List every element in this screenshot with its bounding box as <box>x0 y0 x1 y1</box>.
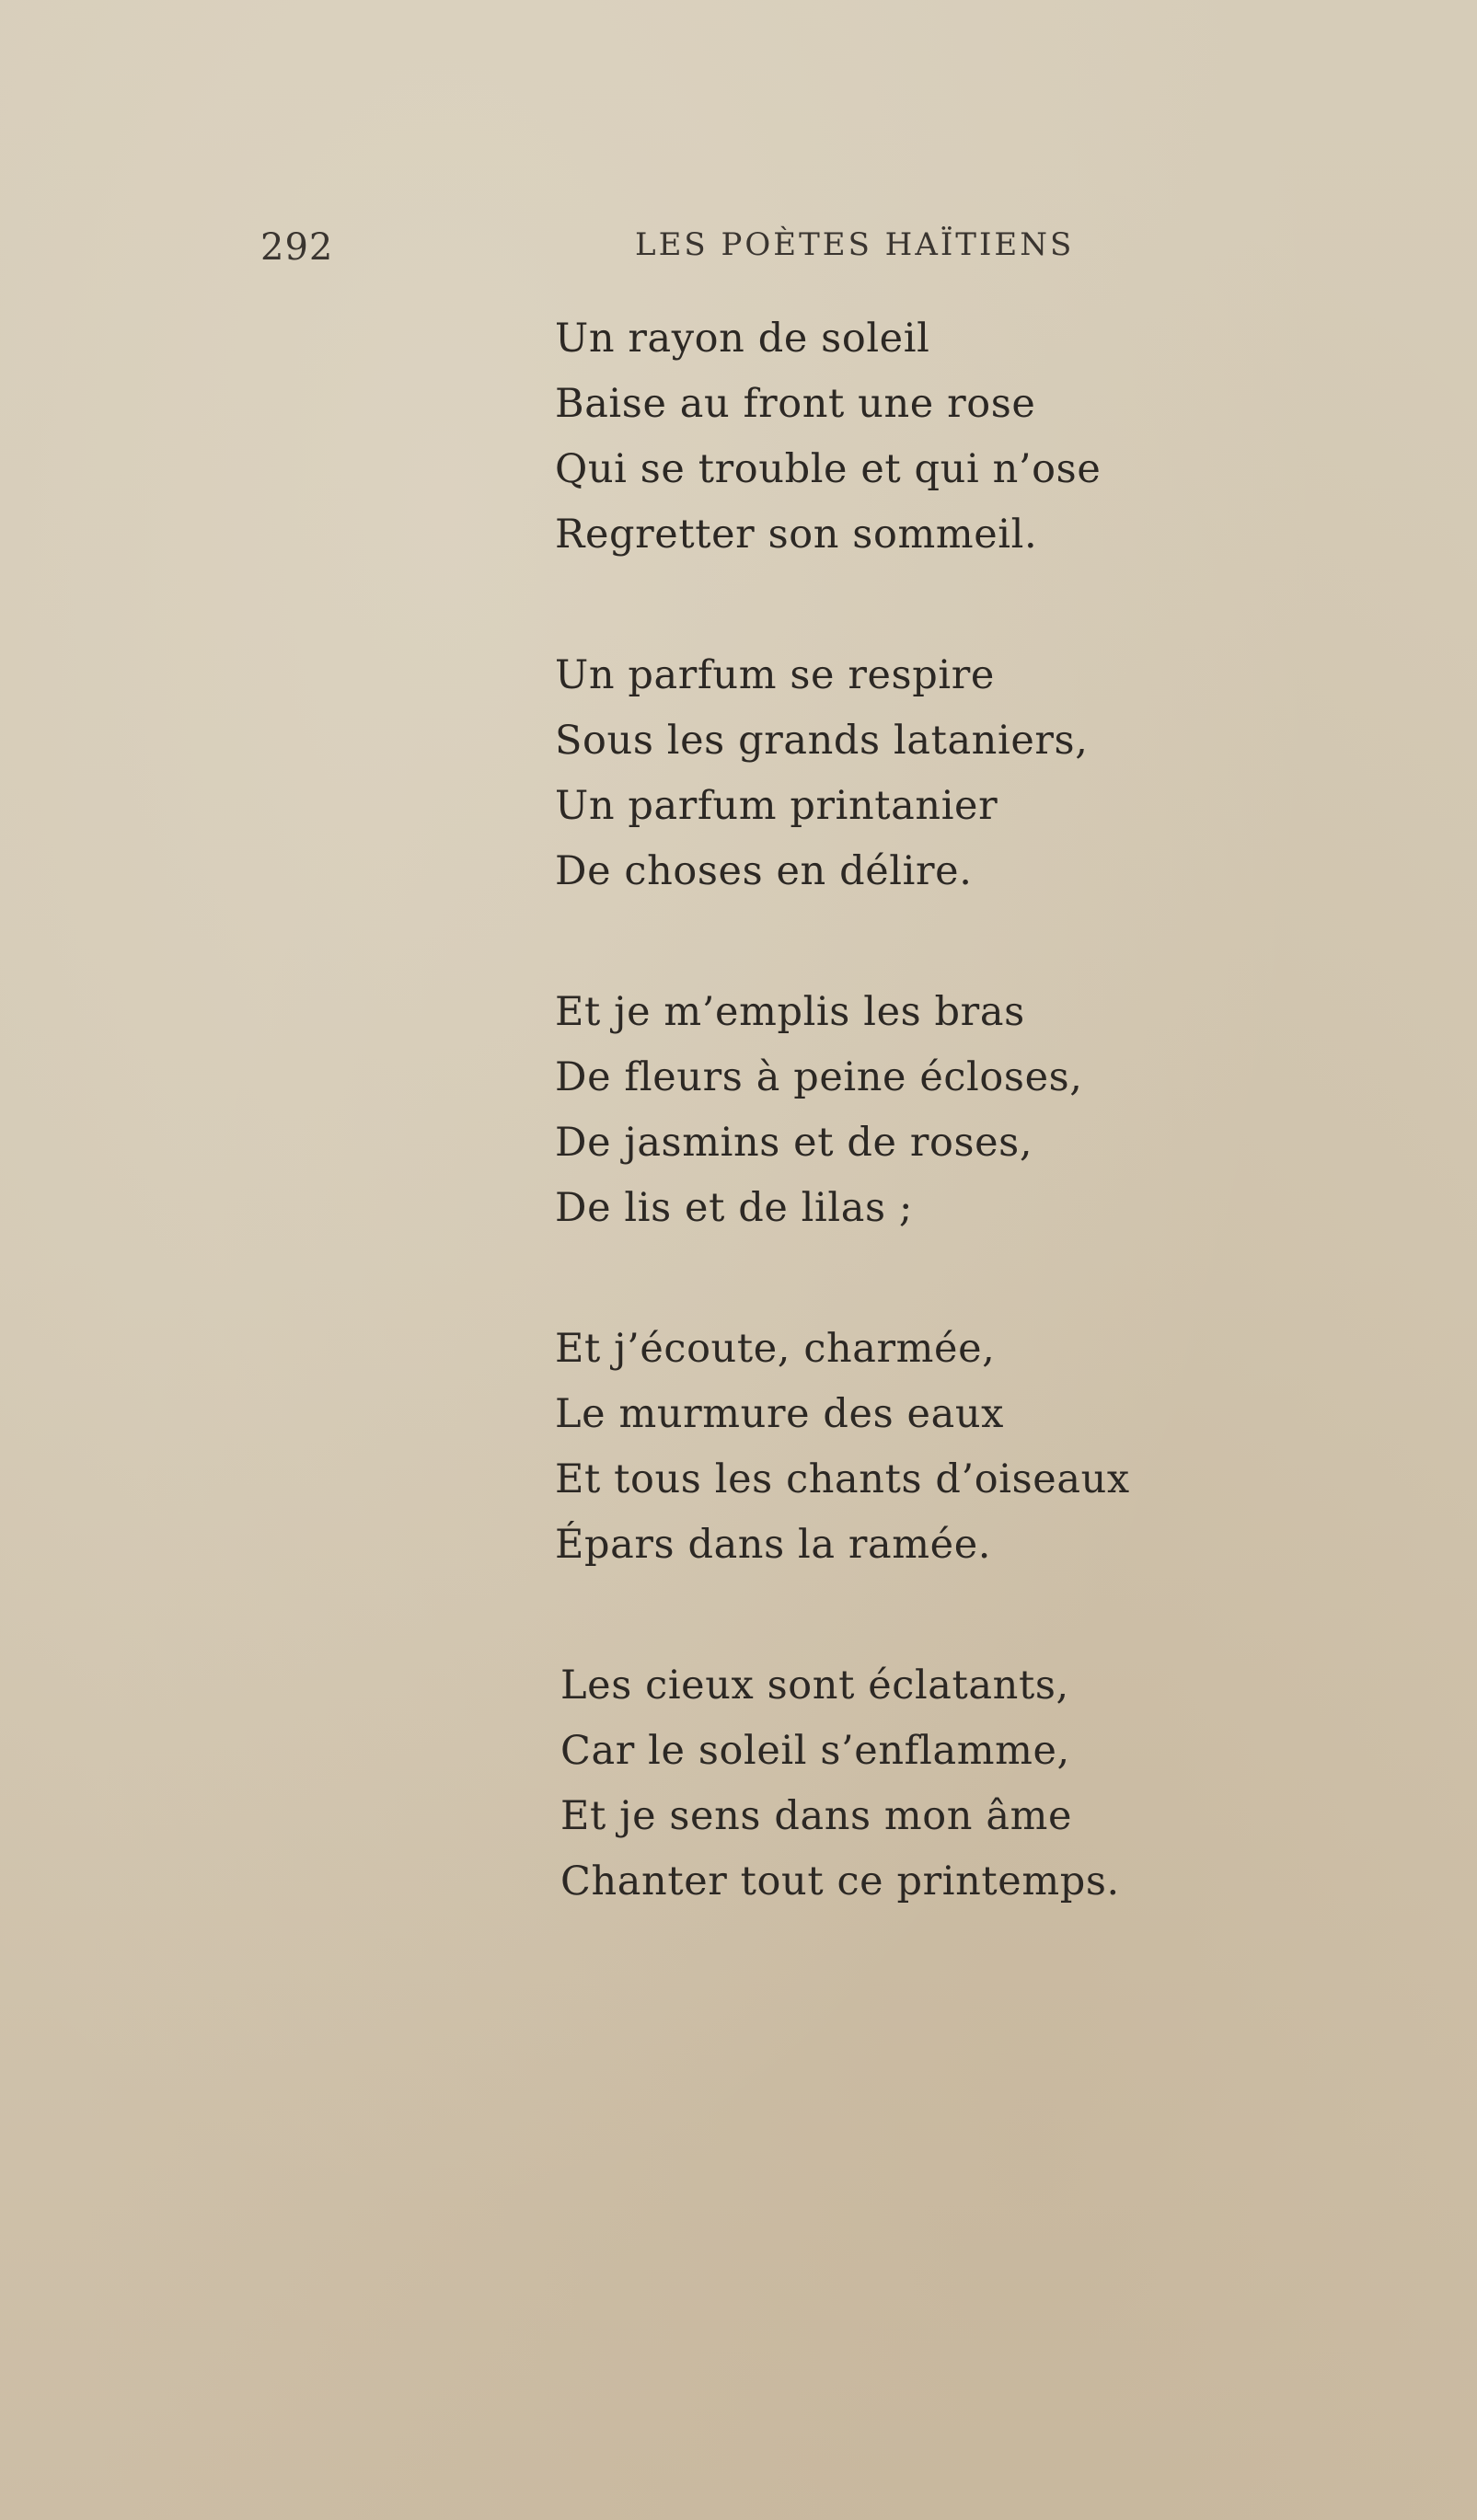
poem-line: Le murmure des eaux <box>555 1391 1004 1437</box>
page-number: 292 <box>260 226 334 269</box>
running-title: LES POÈTES HAÏTIENS <box>635 226 1075 263</box>
poem-line: Un rayon de soleil <box>555 316 930 362</box>
poem-line: De choses en délire. <box>555 848 973 894</box>
poem-line: De lis et de lilas ; <box>555 1185 913 1231</box>
poem-line: Et tous les chants d’oiseaux <box>555 1456 1130 1502</box>
poem-line: Un parfum printanier <box>555 783 998 829</box>
poem-line: Sous les grands lataniers, <box>555 718 1089 764</box>
poem-line: Et je sens dans mon âme <box>560 1793 1073 1839</box>
poem-line: Car le soleil s’enflamme, <box>560 1728 1070 1774</box>
poem-line: De fleurs à peine écloses, <box>555 1054 1083 1100</box>
stanza-4 <box>555 1317 1254 1578</box>
poem-line: Chanter tout ce printemps. <box>560 1858 1120 1904</box>
poem-line: Les cieux sont éclatants, <box>560 1663 1069 1709</box>
stanza-5 <box>560 1653 1254 1915</box>
stanza-1 <box>555 306 1254 568</box>
poem-line: Et je m’emplis les bras <box>555 989 1025 1035</box>
stanza-3 <box>555 980 1254 1241</box>
poem-line: Un parfum se respire <box>555 652 995 698</box>
poem-line: Et j’écoute, charmée, <box>555 1326 996 1372</box>
stanza-2 <box>555 643 1254 904</box>
poem-line: Regretter son sommeil. <box>555 512 1038 558</box>
poem <box>555 306 1254 1915</box>
poem-line: Épars dans la ramée. <box>555 1522 992 1568</box>
poem-line: De jasmins et de roses, <box>555 1120 1033 1166</box>
poem-line: Qui se trouble et qui n’ose <box>555 446 1102 492</box>
poem-line: Baise au front une rose <box>555 381 1036 427</box>
